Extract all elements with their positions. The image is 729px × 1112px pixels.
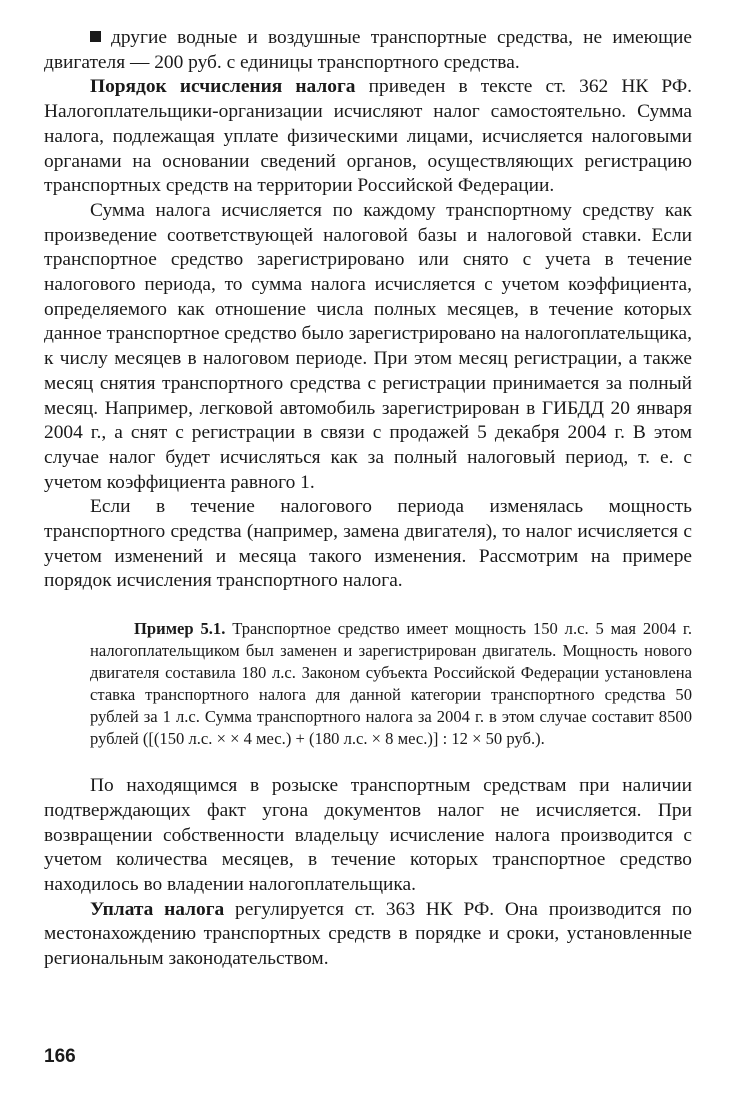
example-block xyxy=(90,618,692,750)
bullet-item-text: другие водные и воздушные транспортные средства, не имеющие двигателя — 200 руб. с единицы транспортного средства. xyxy=(44,27,692,73)
paragraph-each-vehicle: Сумма налога исчисляется по каждому транспортному средству как произведение соответствующей налоговой базы и налоговой ставки. Если транспортное средство зарегистрировано или снято с учета в течение налогового периода, то сумма налога исчисляется с учетом коэффициента, определяемого как отношение числа полных месяцев, в течение которых данное транспортное средство было зарегистрировано на налогоплательщика, к числу месяцев в налоговом периоде. При этом месяц регистрации, а также месяц снятия транспортного средства с регистрации принимается за полный месяц. Например, легковой автомобиль зарегистрирован в ГИБДД 20 января 2004 г., а снят с регистрации в связи с продажей 5 декабря 2004 г. В этом случае налог будет исчисляться как за полный налоговый период, т. е. с учетом коэффициента равного 1. xyxy=(44,199,692,493)
paragraph-payment xyxy=(44,898,692,972)
paragraph-power-change: Если в течение налогового периода изменялась мощность транспортного средства (например, замена двигателя), то налог исчисляется с учетом изменений и месяца такого изменения. Рассмотрим на примере порядок исчисления транспортного налога. xyxy=(44,496,692,592)
payment-heading: Уплата налога xyxy=(90,898,225,920)
paragraph-procedure xyxy=(44,75,692,199)
main-text xyxy=(44,26,692,594)
example-label: Пример 5.1. xyxy=(134,619,226,639)
procedure-heading: Порядок исчисления налога xyxy=(90,76,356,98)
paragraph-stolen: По находящимся в розыске транспортным средствам при наличии подтверждающих факт угона документов налог не исчисляется. При возвращении собственности владельцу исчисление налога производится с учетом количества месяцев, в течение которых транспортное средство находилось во владении налогоплательщика. xyxy=(44,775,692,895)
page-content xyxy=(44,26,692,972)
square-bullet-icon xyxy=(90,31,101,42)
procedure-text: приведен в тексте ст. 362 НК РФ. Налогоплательщики-организации исчисляют налог самостоятельно. Сумма налога, подлежащая уплате физическими лицами, исчисляется налоговыми органами на основании сведений органов, осуществляющих регистрацию транспортных средств на территории Российской Федерации. xyxy=(44,76,692,197)
example-text: Транспортное средство имеет мощность 150 л.с. 5 мая 2004 г. налогоплательщиком был заменен и зарегистрирован двигатель. Мощность нового двигателя составила 180 л.с. Законом субъекта Российской Федерации установлена ставка транспортного налога для данной категории транспортного средства 50 рублей за 1 л.с. Сумма транспортного налога за 2004 г. в этом случае составит 8500 рублей ([(150 л.с. × × 4 мес.) + (180 л.с. × 8 мес.)] : 12 × 50 руб.). xyxy=(90,619,693,749)
example-paragraph xyxy=(90,618,692,750)
bullet-item xyxy=(44,26,692,75)
page-number: 166 xyxy=(44,1046,76,1067)
payment-text: регулируется ст. 363 НК РФ. Она производится по местонахождению транспортных средств в порядке и сроки, установленные региональным законодательством. xyxy=(44,898,692,970)
main-text-continued xyxy=(44,774,692,972)
